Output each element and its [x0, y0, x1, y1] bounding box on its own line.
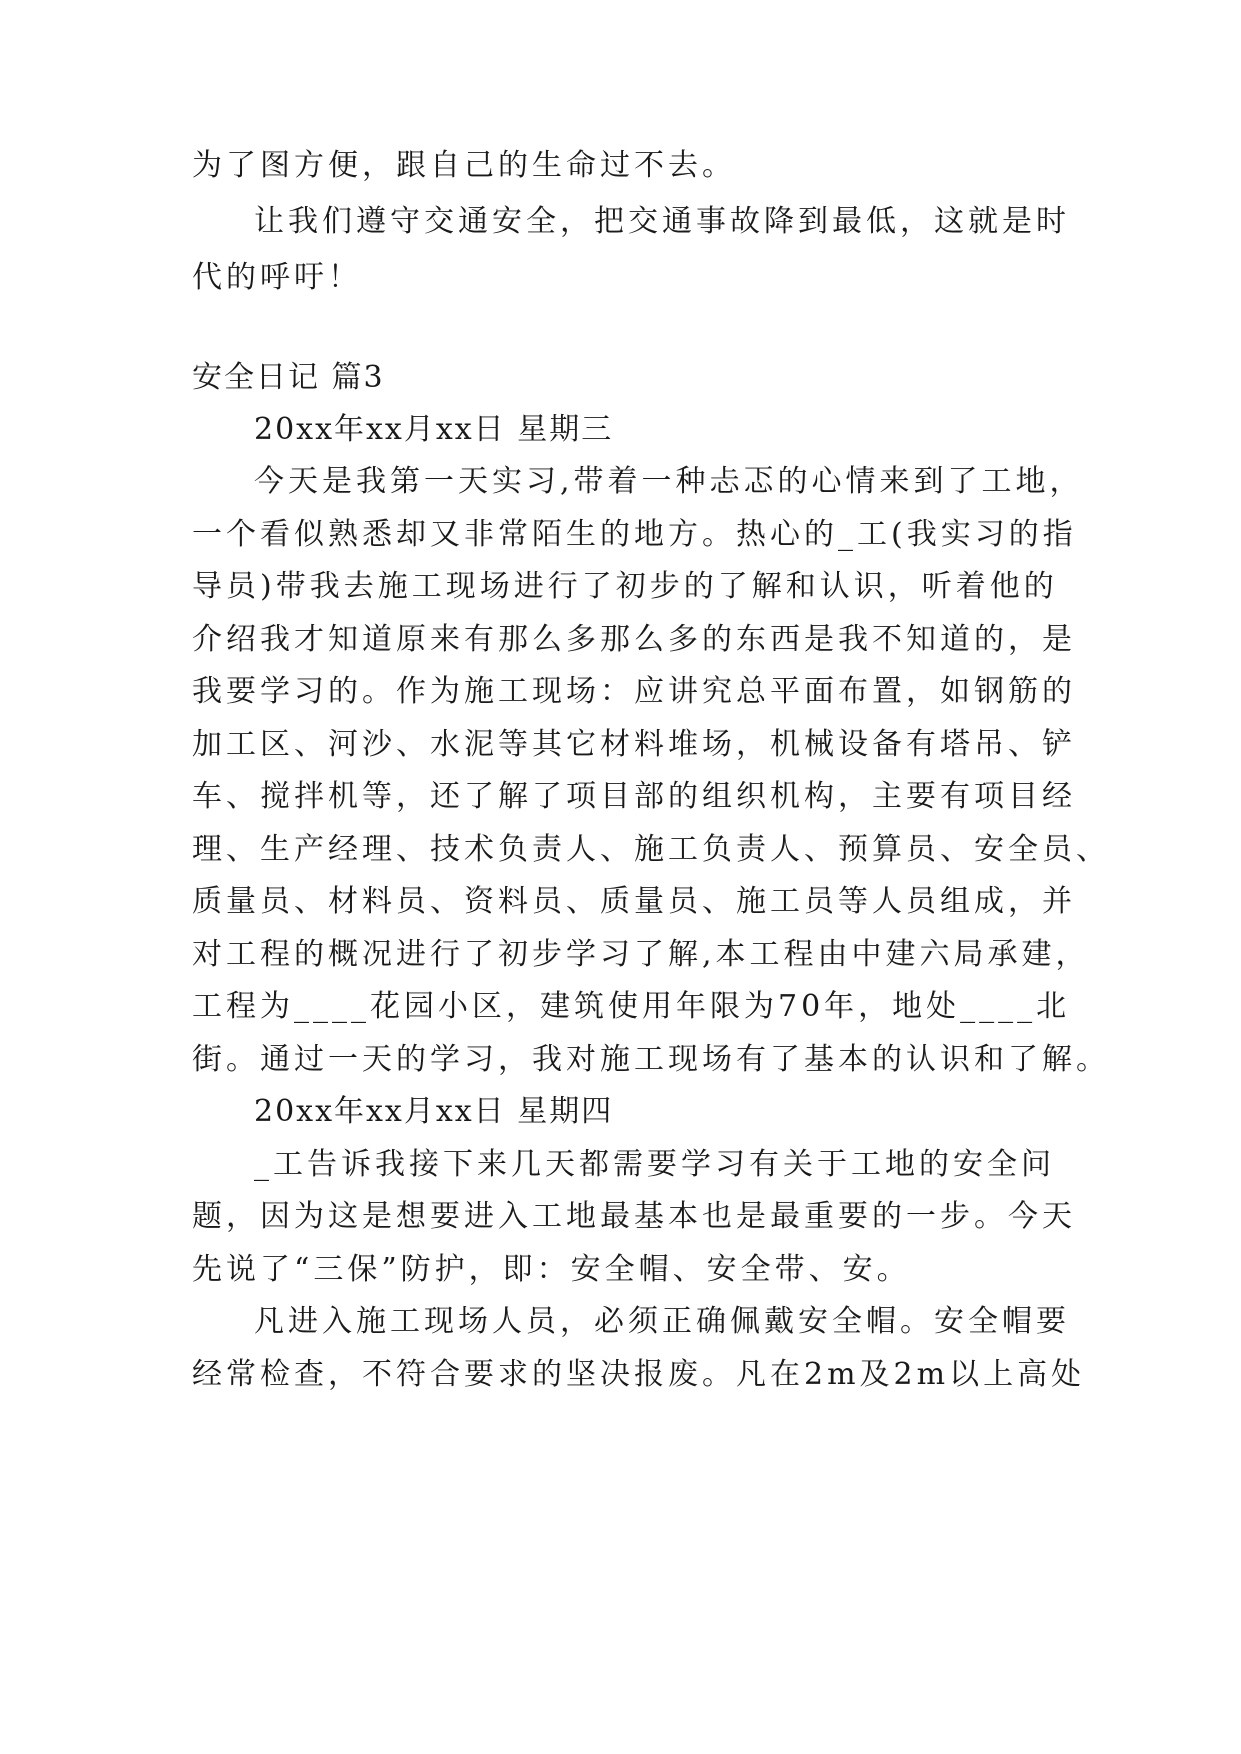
paragraph-line: 车、搅拌机等，还了解了项目部的组织机构，主要有项目经: [192, 779, 1076, 814]
diary-date: 20xx年xx月xx日 星期三: [254, 412, 614, 447]
paragraph-line: 为了图方便，跟自己的生命过不去。: [192, 148, 736, 183]
paragraph-line: 对工程的概况进行了初步学习了解,本工程由中建六局承建，: [192, 937, 1090, 972]
paragraph-line: 一个看似熟悉却又非常陌生的地方。热心的_工(我实习的指: [192, 517, 1077, 552]
paragraph-line: 让我们遵守交通安全，把交通事故降到最低，这就是时: [254, 204, 1070, 239]
section-heading: 安全日记 篇3: [192, 360, 385, 395]
paragraph-line: 导员)带我去施工现场进行了初步的了解和认识，听着他的: [192, 569, 1058, 604]
paragraph-line: 经常检查，不符合要求的坚决报废。凡在2m及2m以上高处: [192, 1357, 1086, 1392]
diary-date: 20xx年xx月xx日 星期四: [254, 1094, 614, 1129]
paragraph-line: 我要学习的。作为施工现场：应讲究总平面布置，如钢筋的: [192, 674, 1076, 709]
paragraph-line: 代的呼吁！: [192, 260, 362, 295]
paragraph-line: 工程为____花园小区，建筑使用年限为70年，地处____北: [192, 989, 1071, 1024]
paragraph-line: 今天是我第一天实习,带着一种忐忑的心情来到了工地，: [254, 464, 1084, 499]
paragraph-line: 凡进入施工现场人员，必须正确佩戴安全帽。安全帽要: [254, 1304, 1070, 1339]
paragraph-line: 介绍我才知道原来有那么多那么多的东西是我不知道的，是: [192, 622, 1076, 657]
paragraph-line: 题，因为这是想要进入工地最基本也是最重要的一步。今天: [192, 1199, 1076, 1234]
paragraph-line: 质量员、材料员、资料员、质量员、施工员等人员组成，并: [192, 884, 1076, 919]
paragraph-line: 加工区、河沙、水泥等其它材料堆场，机械设备有塔吊、铲: [192, 727, 1076, 762]
paragraph-line: 理、生产经理、技术负责人、施工负责人、预算员、安全员、: [192, 832, 1110, 867]
paragraph-line: 先说了“三保”防护，即：安全帽、安全带、安。: [192, 1252, 911, 1287]
paragraph-line: 街。通过一天的学习，我对施工现场有了基本的认识和了解。: [192, 1042, 1110, 1077]
paragraph-line: _工告诉我接下来几天都需要学习有关于工地的安全问: [254, 1147, 1055, 1182]
